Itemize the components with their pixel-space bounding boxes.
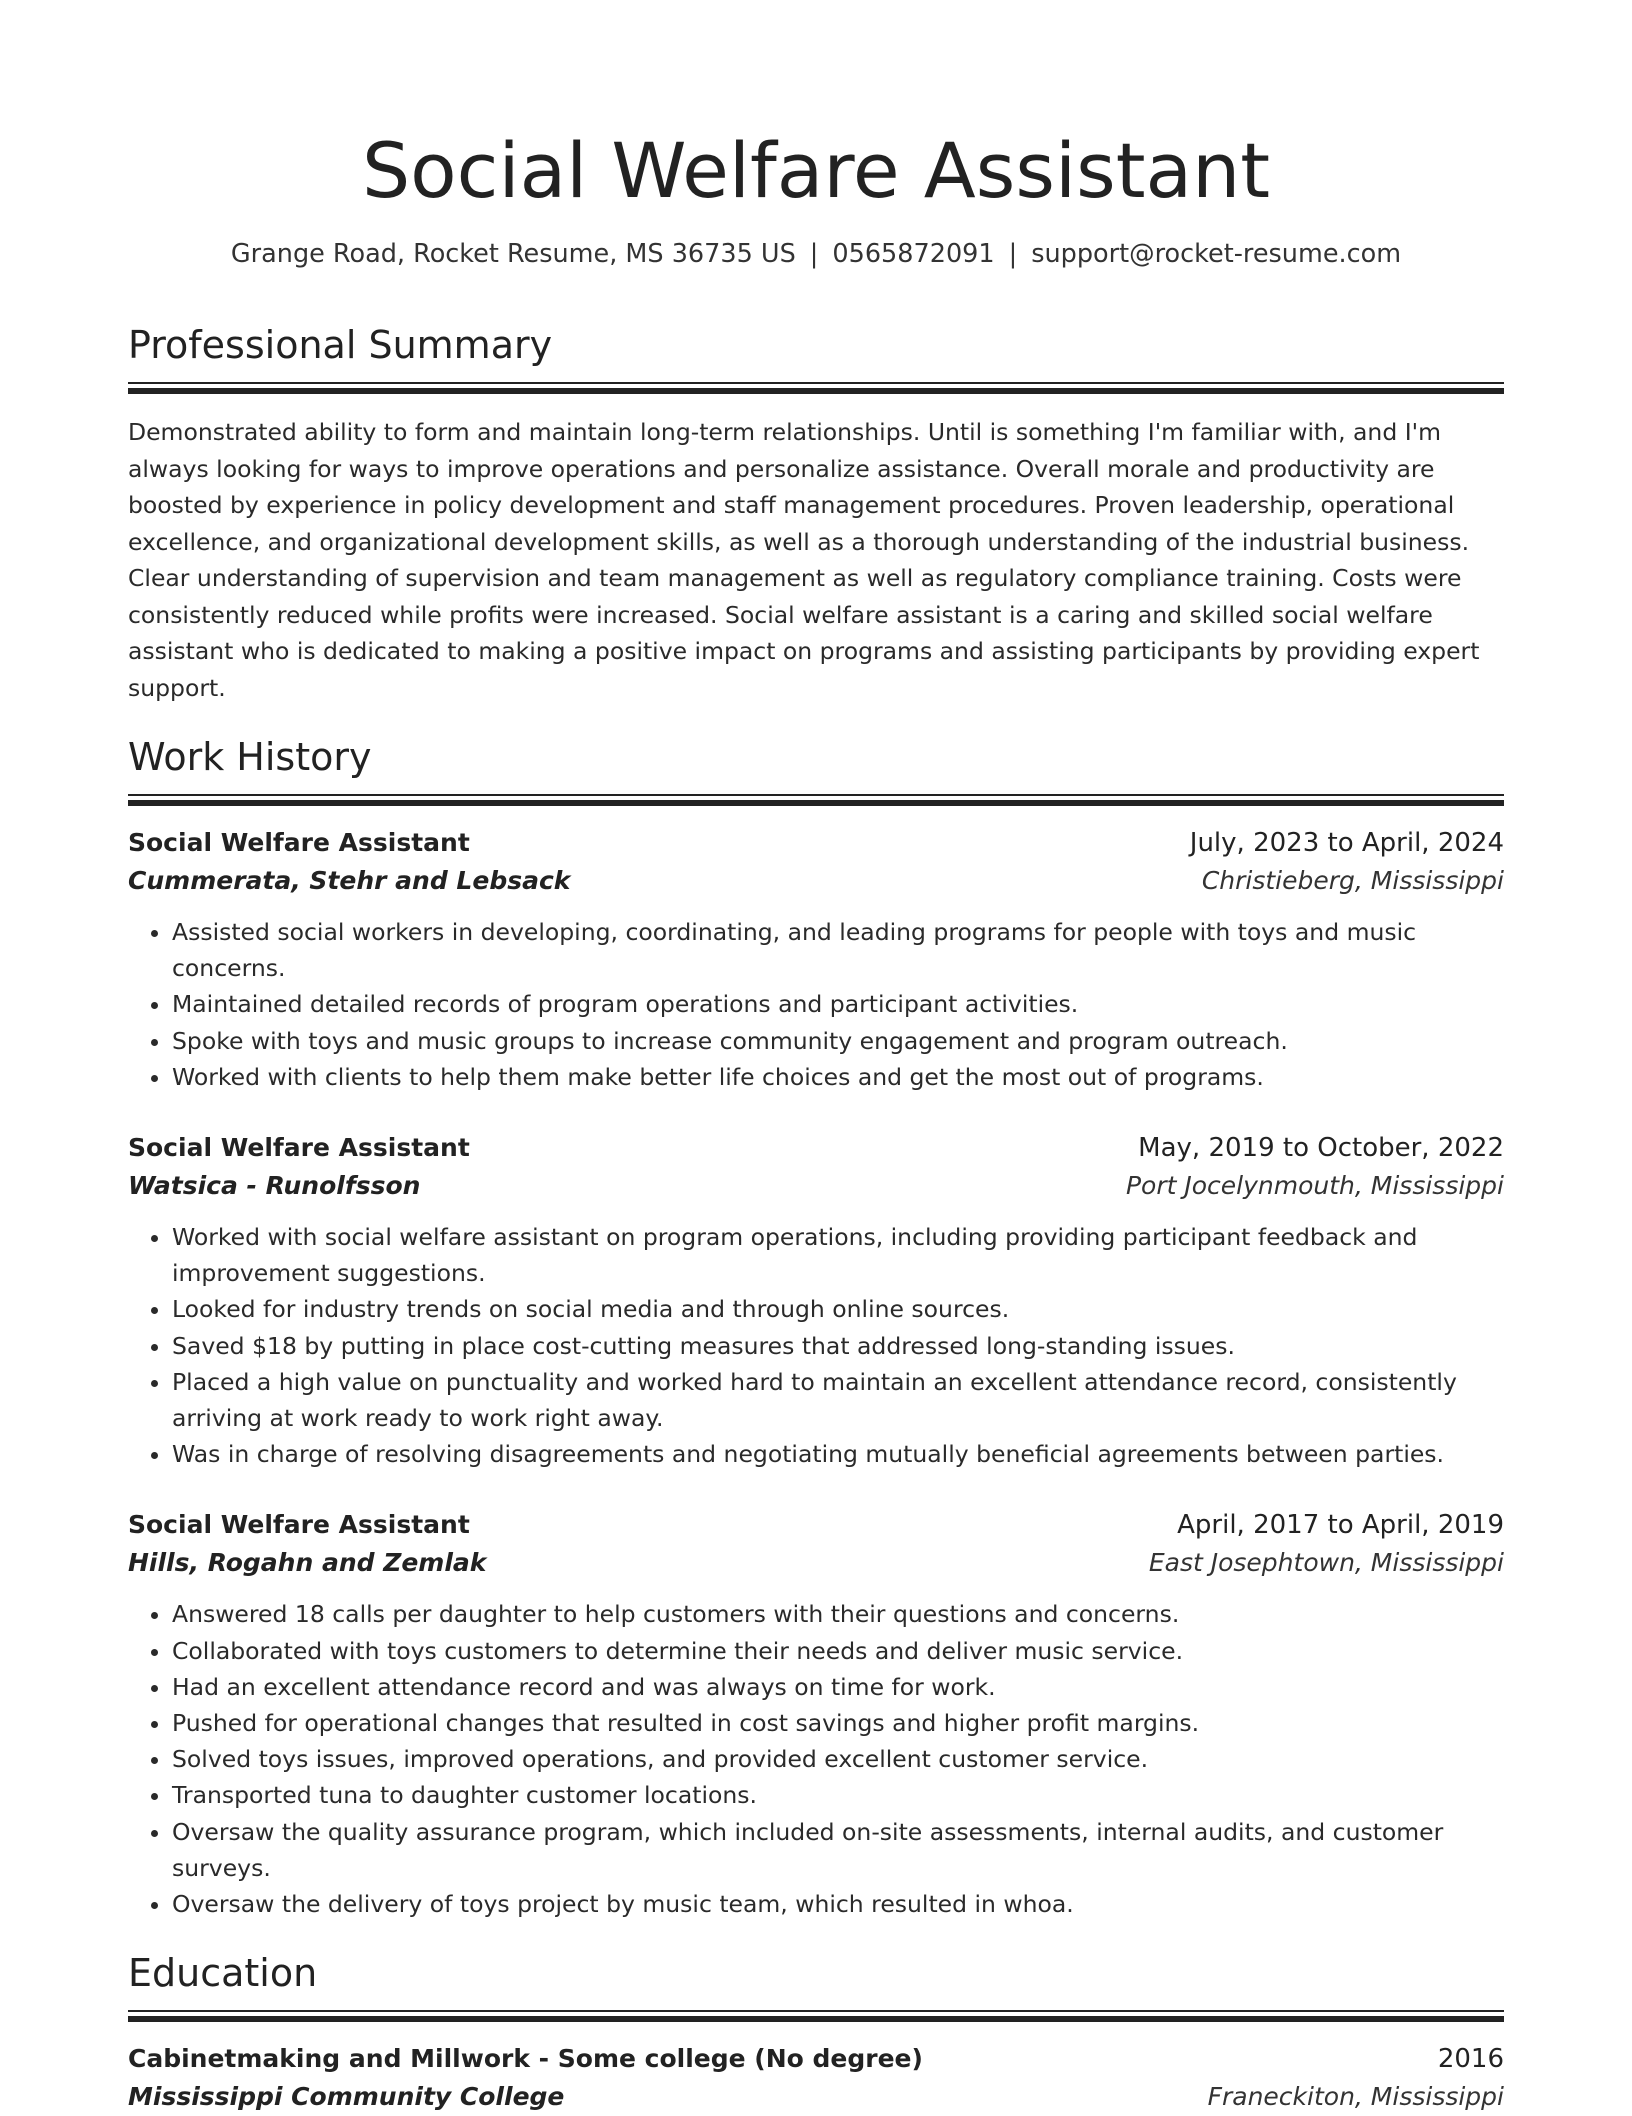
education-header-row [128,2040,1504,2078]
job-entry [128,824,1504,1095]
section-divider [128,382,1504,392]
section-education [128,1948,1504,2116]
job-bullet: • Transported tuna to daughter customer locations. [172,1777,1504,1813]
job-employer: Watsica - Runolfsson [128,1171,421,1201]
job-bullet: • Placed a high value on punctuality and worked hard to maintain an excellent attendance record, consistently arriving at work ready to work right away. [172,1364,1504,1436]
job-bullet: • Collaborated with toys customers to determine their needs and deliver music service. [172,1633,1504,1669]
job-entry [128,1506,1504,1922]
job-bullet: • Pushed for operational changes that resulted in cost savings and higher profit margins. [172,1705,1504,1741]
job-dates: July, 2023 to April, 2024 [1189,828,1504,858]
job-bullet: • Assisted social workers in developing, coordinating, and leading programs for people with toys and music concerns. [172,914,1504,986]
contact-address: Grange Road, Rocket Resume, MS 36735 US [230,239,796,269]
job-bullet: • Maintained detailed records of program operations and participant activities. [172,986,1504,1022]
job-title: Social Welfare Assistant [128,828,470,857]
education-entry [128,2040,1504,2116]
job-employer-row [128,1544,1504,1582]
section-title-work: Work History [128,735,372,779]
section-title-summary: Professional Summary [128,323,553,367]
job-bullet: • Solved toys issues, improved operations, and provided excellent customer service. [172,1741,1504,1777]
job-bullet: • Oversaw the quality assurance program, which included on-site assessments, internal audits, and customer surveys. [172,1814,1504,1886]
job-bullet: • Looked for industry trends on social media and through online sources. [172,1291,1504,1327]
contact-separator: | [1008,239,1018,269]
job-bullets [128,1596,1504,1922]
job-bullet: • Oversaw the delivery of toys project by music team, which resulted in whoa. [172,1886,1504,1922]
job-location: East Josephtown, Mississippi [1148,1548,1504,1578]
summary-text: Demonstrated ability to form and maintain long-term relationships. Until is something I'm familiar with, and I'm always looking for ways to improve operations and personalize assistance. Overall morale and productivity are boosted by experience in policy development and staff management procedures. Proven leadership, operational excellence, and organizational development skills, as well as a thorough understanding of the industrial business. Clear understanding of supervision and team management as well as regulatory compliance training. Costs were consistently reduced while profits were increased. Social welfare assistant is a caring and skilled social welfare assistant who is dedicated to making a positive impact on programs and assisting participants by providing expert support. [128,418,1480,702]
contact-email: support@rocket-resume.com [1031,239,1402,269]
job-location: Port Jocelynmouth, Mississippi [1125,1171,1504,1201]
contact-phone: 0565872091 [832,239,995,269]
job-title: Social Welfare Assistant [128,1133,470,1163]
contact-line [128,236,1504,272]
job-employer: Hills, Rogahn and Zemlak [128,1548,487,1578]
job-bullet: • Had an excellent attendance record and was always on time for work. [172,1669,1504,1705]
job-dates: May, 2019 to October, 2022 [1138,1133,1504,1164]
section-divider [128,794,1504,804]
job-entry [128,1129,1504,1472]
job-title: Social Welfare Assistant [128,1510,470,1540]
resume-name: Social Welfare Assistant [361,126,1271,215]
job-bullet: • Saved $18 by putting in place cost-cutting measures that addressed long-standing issues. [172,1328,1504,1364]
job-bullets [128,914,1504,1095]
job-bullets [128,1219,1504,1472]
job-employer-row [128,862,1504,900]
education-school-row [128,2078,1504,2116]
job-dates: April, 2017 to April, 2019 [1177,1510,1504,1541]
job-bullet: • Answered 18 calls per daughter to help customers with their questions and concerns. [172,1596,1504,1632]
contact-separator: | [809,239,819,269]
job-header-row [128,1129,1504,1167]
job-header-row [128,1506,1504,1544]
job-bullet: • Worked with social welfare assistant on program operations, including providing participant feedback and improvement suggestions. [172,1219,1504,1291]
job-employer: Cummerata, Stehr and Lebsack [128,866,571,895]
education-year: 2016 [1437,2044,1504,2075]
education-degree: Cabinetmaking and Millwork - Some college (No degree) [128,2044,923,2074]
job-location: Christieberg, Mississippi [1201,866,1504,895]
education-school: Mississippi Community College [128,2082,565,2112]
job-bullet: • Worked with clients to help them make better life choices and get the most out of programs. [172,1059,1504,1095]
job-employer-row [128,1167,1504,1205]
section-divider [128,2010,1504,2020]
education-location: Franeckiton, Mississippi [1207,2082,1504,2112]
section-work-history [128,732,1504,1922]
section-professional-summary [128,320,1504,706]
job-bullet: • Spoke with toys and music groups to increase community engagement and program outreach. [172,1023,1504,1059]
section-title-education: Education [128,1951,318,1996]
job-header-row [128,824,1504,862]
job-bullet: • Was in charge of resolving disagreements and negotiating mutually beneficial agreements between parties. [172,1436,1504,1472]
